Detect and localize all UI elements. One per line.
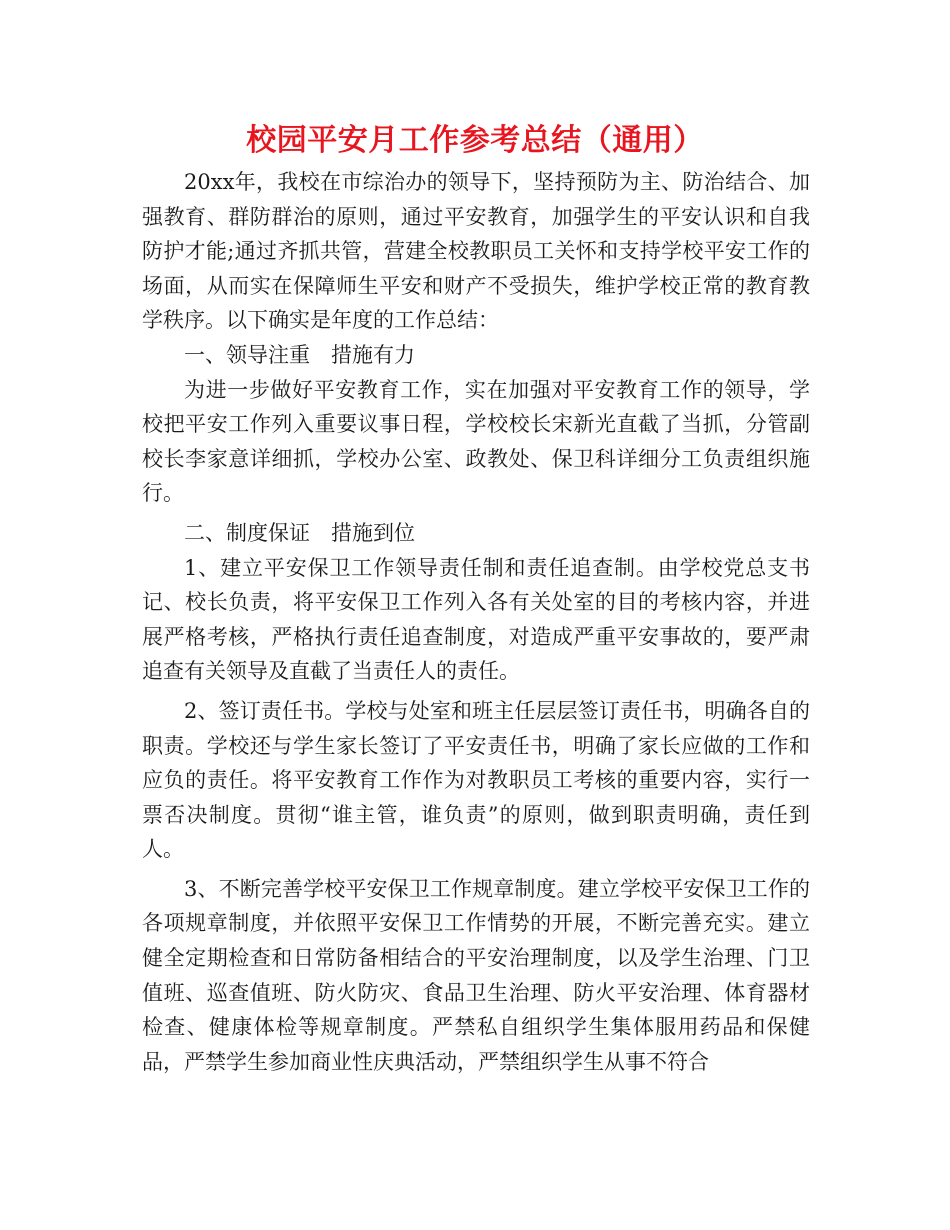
intro-paragraph: 20xx年，我校在市综治办的领导下，坚持预防为主、防治结合、加强教育、群防群治的原则，通过平安教育，加强学生的平安认识和自我防护才能;通过齐抓共管，营建全校教职员工关怀和支持学校平安工作的场面，从而实在保障师生平安和财产不受损失，维护学校正常的教育教学秩序。以下确实是年度的工作总结：	[142, 170, 810, 333]
item-3-paragraph: 3、不断完善学校平安保卫工作规章制度。建立学校平安保卫工作的各项规章制度，并依照平安保卫工作情势的开展，不断完善充实。建立健全定期检查和日常防备相结合的平安治理制度，以及学生治理、门卫值班、巡查值班、防火防灾、食品卫生治理、防火平安治理、体育器材检查、健康体检等规章制度。严禁私自组织学生集体服用药品和保健品，严禁学生参加商业性庆典活动，严禁组织学生从事不符合	[142, 876, 810, 1074]
document-body	[142, 165, 810, 1079]
section-heading-2: 二、制度保证 措施到位	[184, 520, 415, 545]
item-2-paragraph: 2、签订责任书。学校与处室和班主任层层签订责任书，明确各自的职责。学校还与学生家长签订了平安责任书，明确了家长应做的工作和应负的责任。将平安教育工作作为对教职员工考核的重要内容，实行一票否决制度。贯彻“谁主管，谁负责”的原则，做到职责明确，责任到人。	[142, 698, 810, 862]
section-1-paragraph: 为进一步做好平安教育工作，实在加强对平安教育工作的领导，学校把平安工作列入重要议事日程，学校校长宋新光直截了当抓，分管副校长李家意详细抓，学校办公室、政教处、保卫科详细分工负责组织施行。	[142, 377, 810, 506]
document-title: 校园平安月工作参考总结（通用）	[246, 123, 704, 158]
section-heading-1: 一、领导注重 措施有力	[184, 342, 415, 367]
item-1-paragraph: 1、建立平安保卫工作领导责任制和责任追查制。由学校党总支书记、校长负责，将平安保卫工作列入各有关处室的目的考核内容，并进展严格考核，严格执行责任追查制度，对造成严重平安事故的，要严肃追查有关领导及直截了当责任人的责任。	[142, 555, 810, 684]
